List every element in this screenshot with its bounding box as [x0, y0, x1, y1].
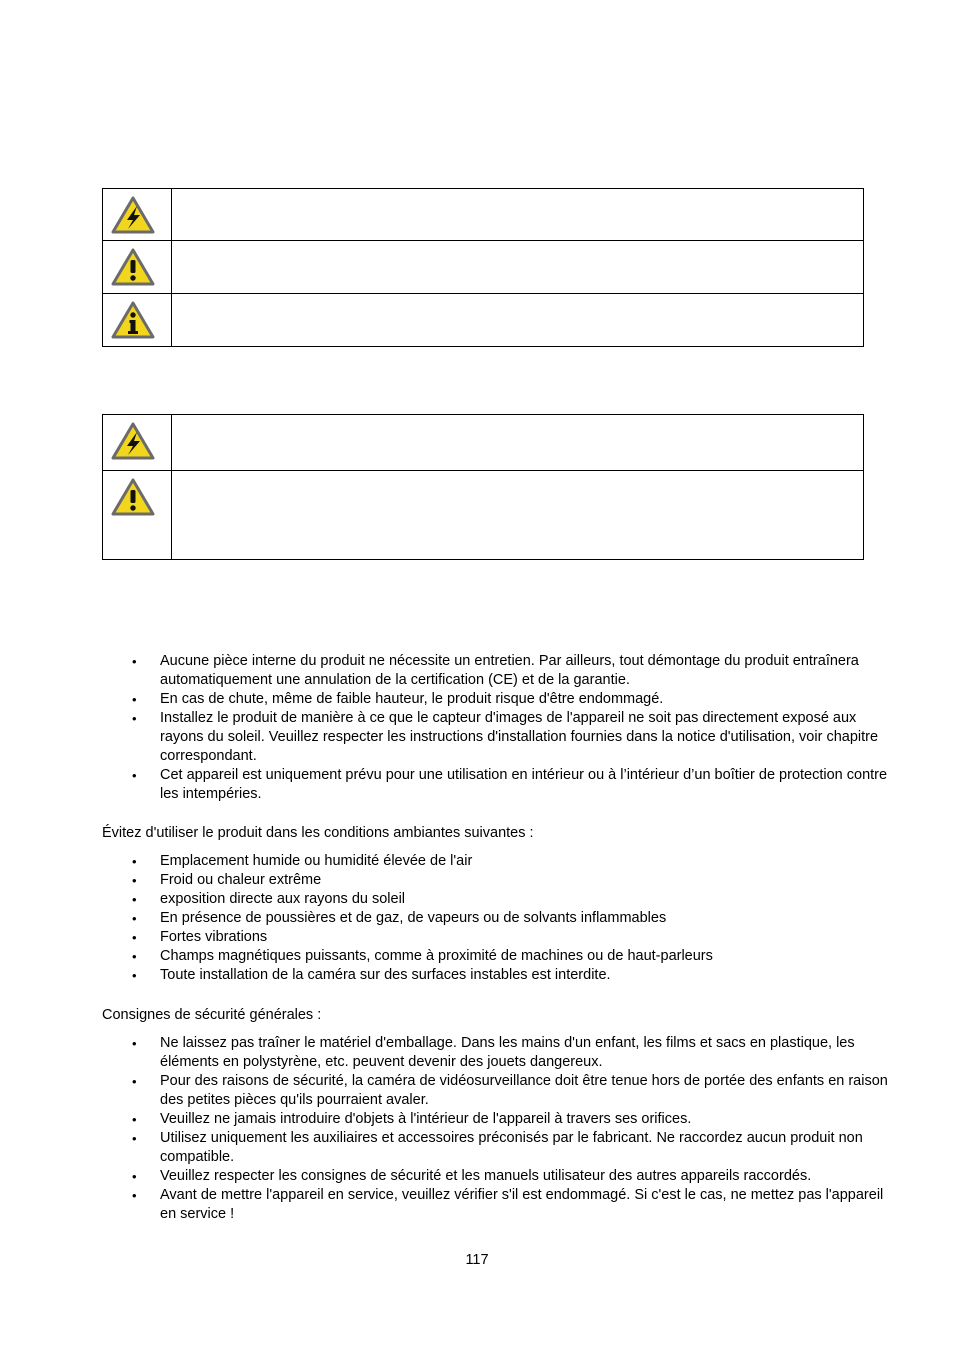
- symbol-cell: [103, 189, 172, 241]
- symbol-cell: [103, 471, 172, 560]
- lightning-icon: [110, 421, 156, 461]
- list-item: • Cet appareil est uniquement prévu pour une utilisation en intérieur ou à l’intérieur d’un boîtier de protection contre les intempéries.: [102, 766, 892, 804]
- list-item: • Champs magnétiques puissants, comme à proximité de machines ou de haut-parleurs: [102, 947, 892, 966]
- symbol-description-cell: [172, 294, 864, 347]
- info-icon: [110, 300, 156, 340]
- list-item: • Avant de mettre l'appareil en service, veuillez vérifier s'il est endommagé. Si c'est le cas, ne mettez pas l'appareil en service !: [102, 1186, 892, 1224]
- symbol-cell: [103, 294, 172, 347]
- page-number: 117: [465, 1252, 489, 1268]
- symbol-cell: [103, 241, 172, 294]
- list-item: • Ne laissez pas traîner le matériel d'emballage. Dans les mains d'un enfant, les films et sacs en plastique, les éléments en polystyrène, etc. peuvent devenir des jouets dangereux.: [102, 1034, 892, 1072]
- general-safety-intro: Consignes de sécurité générales :: [102, 1007, 322, 1023]
- list-item: • Utilisez uniquement les auxiliaires et accessoires préconisés par le fabricant. Ne raccordez aucun produit non compatible.: [102, 1129, 892, 1167]
- general-safety-bullet-list: [102, 1034, 892, 1224]
- symbol-description-cell: [172, 189, 864, 241]
- symbol-cell: [103, 415, 172, 471]
- list-item: • Toute installation de la caméra sur des surfaces instables est interdite.: [102, 966, 892, 985]
- list-item: • Installez le produit de manière à ce que le capteur d'images de l'appareil ne soit pas directement exposé aux rayons du soleil. Veuillez respecter les instructions d'installation fournies dans la notice d'utilisation, voir chapitre correspondant.: [102, 709, 892, 766]
- conditions-bullet-list: [102, 852, 892, 985]
- symbol-table-1: [102, 188, 864, 347]
- exclamation-icon: [110, 477, 156, 517]
- handling-bullet-list: [102, 652, 892, 804]
- list-item: • En présence de poussières et de gaz, de vapeurs ou de solvants inflammables: [102, 909, 892, 928]
- symbol-table-2: [102, 414, 864, 560]
- list-item: • Veuillez respecter les consignes de sécurité et les manuels utilisateur des autres appareils raccordés.: [102, 1167, 892, 1186]
- symbol-description-cell: [172, 241, 864, 294]
- list-item: • Froid ou chaleur extrême: [102, 871, 892, 890]
- symbol-description-cell: [172, 471, 864, 560]
- list-item: • Aucune pièce interne du produit ne nécessite un entretien. Par ailleurs, tout démontage du produit entraînera automatiquement une annulation de la certification (CE) et de la garantie.: [102, 652, 892, 690]
- list-item: • Emplacement humide ou humidité élevée de l'air: [102, 852, 892, 871]
- symbol-description-cell: [172, 415, 864, 471]
- lightning-icon: [110, 195, 156, 235]
- list-item: • Fortes vibrations: [102, 928, 892, 947]
- list-item: • Veuillez ne jamais introduire d'objets à l'intérieur de l'appareil à travers ses orifices.: [102, 1110, 892, 1129]
- list-item: • Pour des raisons de sécurité, la caméra de vidéosurveillance doit être tenue hors de portée des enfants en raison des petites pièces qu'ils pourraient avaler.: [102, 1072, 892, 1110]
- conditions-intro: Évitez d'utiliser le produit dans les conditions ambiantes suivantes :: [102, 825, 534, 841]
- exclamation-icon: [110, 247, 156, 287]
- list-item: • exposition directe aux rayons du soleil: [102, 890, 892, 909]
- list-item: • En cas de chute, même de faible hauteur, le produit risque d'être endommagé.: [102, 690, 892, 709]
